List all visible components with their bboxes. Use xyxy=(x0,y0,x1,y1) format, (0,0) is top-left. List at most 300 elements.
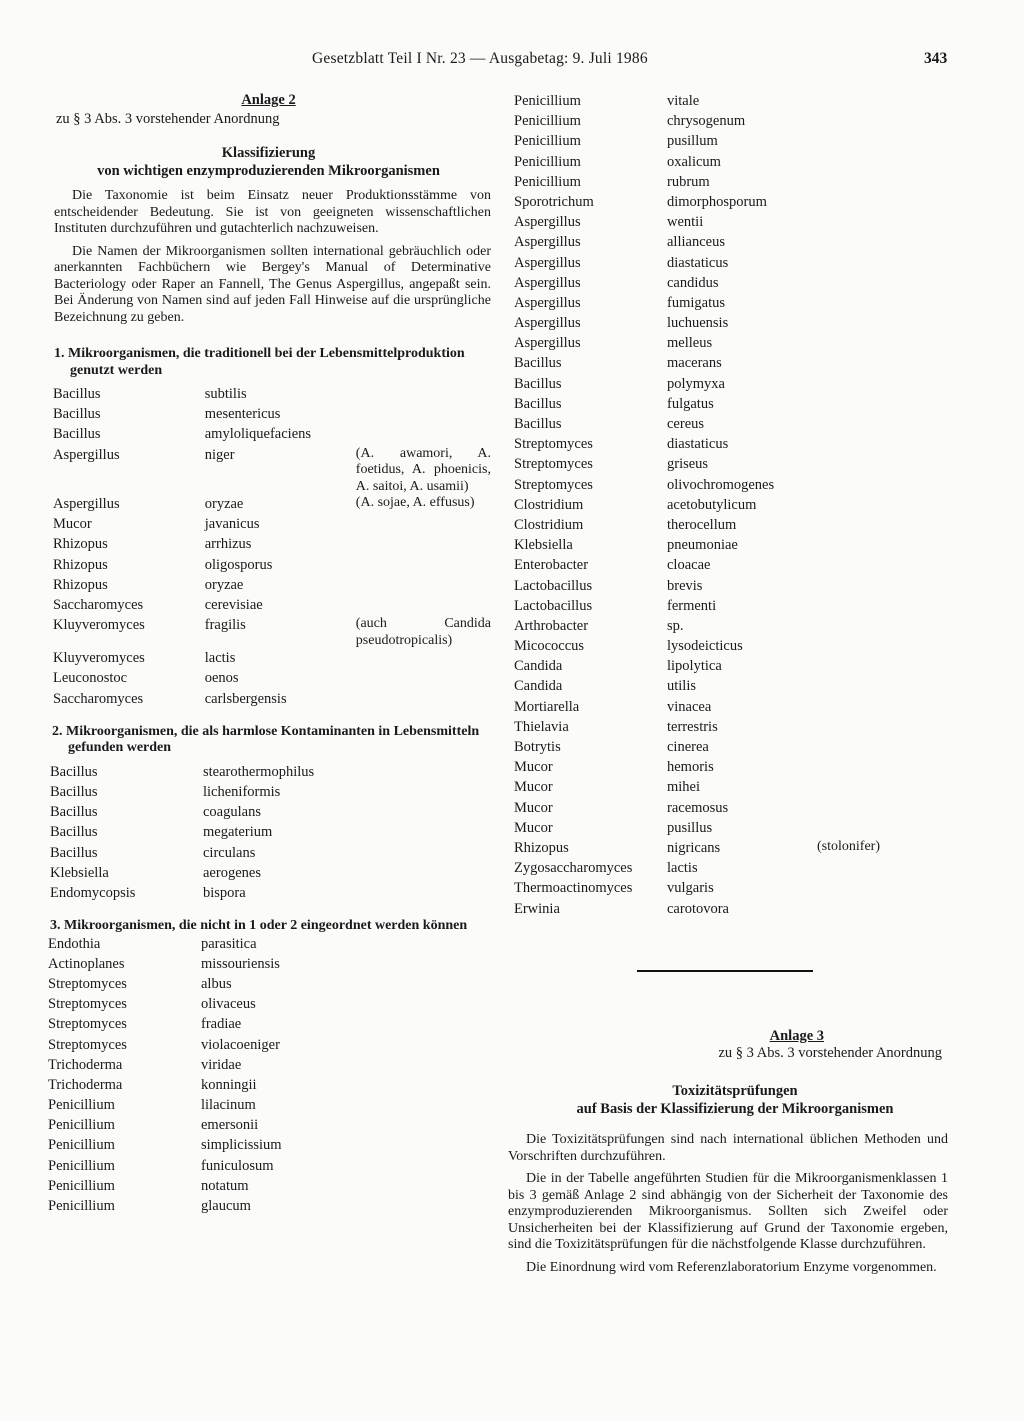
anlage3-paragraph-2: Die in der Tabelle angeführten Studien für die Mikroorganismenklassen 1 bis 3 gemäß Anlage 2 sind abhängig von der Sicherheit der Taxonomie des enzymproduzierenden Mikroorganismus. Sollten sich Zweifel oder Unsicherheiten bei der Klassifizierung auf Grund der Taxonomie ergeben, sind die Toxizitätsprüfungen für die nächstfolgende Klasse durchzuführen. xyxy=(508,1171,948,1252)
genus-cell: Bacillus xyxy=(53,386,101,402)
list2-heading: 2. Mikroorganismen, die als harmlose Kontaminanten in Lebensmitteln gefunden werden xyxy=(52,723,480,756)
list3-table-left xyxy=(48,935,353,1218)
genus-cell: Endomycopsis xyxy=(50,884,136,901)
synonym-note xyxy=(817,597,917,617)
organism-row xyxy=(53,405,491,425)
synonym-note xyxy=(817,213,917,233)
genus-cell: Bacillus xyxy=(53,426,101,443)
organism-row xyxy=(514,254,917,274)
organism-row xyxy=(514,597,917,617)
genus-cell: Penicillium xyxy=(48,1117,115,1134)
organism-row xyxy=(48,975,353,995)
species-cell: vinacea xyxy=(667,698,712,715)
genus-cell: Mucor xyxy=(514,759,553,776)
organism-row xyxy=(48,1116,353,1136)
organism-row xyxy=(53,425,491,445)
organism-row xyxy=(53,669,491,689)
species-cell: konningii xyxy=(201,1076,257,1093)
genus-cell: Streptomyces xyxy=(48,1036,127,1053)
species-cell: arrhizus xyxy=(204,536,252,553)
organism-row xyxy=(514,879,917,899)
organism-row xyxy=(514,556,917,576)
species-cell: macerans xyxy=(667,355,722,372)
species-cell: oryzae xyxy=(204,576,244,593)
genus-cell: Bacillus xyxy=(50,763,98,780)
genus-cell: Rhizopus xyxy=(53,536,108,553)
organism-row xyxy=(514,839,917,859)
species-cell: amyloliquefaciens xyxy=(204,426,312,443)
genus-cell: Arthrobacter xyxy=(514,617,589,634)
right-column xyxy=(508,92,948,920)
organism-row xyxy=(53,495,491,515)
genus-cell: Bacillus xyxy=(50,824,98,841)
species-cell: cereus xyxy=(667,416,705,432)
organism-row xyxy=(48,1096,353,1116)
synonym-note xyxy=(817,294,917,314)
genus-cell: Mortiarella xyxy=(514,698,580,715)
species-cell: fragilis xyxy=(204,617,246,634)
organism-row xyxy=(48,935,353,955)
genus-cell: Streptomyces xyxy=(48,1016,127,1033)
organism-row xyxy=(514,677,917,697)
species-cell: sp. xyxy=(667,617,684,634)
synonym-note xyxy=(817,698,917,718)
genus-cell: Botrytis xyxy=(514,739,561,755)
organism-row xyxy=(514,395,917,415)
organism-row xyxy=(50,823,355,843)
genus-cell: Streptomyces xyxy=(514,436,593,453)
synonym-note xyxy=(817,274,917,294)
organism-row xyxy=(48,995,353,1015)
genus-cell: Streptomyces xyxy=(48,996,127,1013)
genus-cell: Rhizopus xyxy=(514,839,569,856)
species-cell: rubrum xyxy=(667,173,710,190)
genus-cell: Thermoactinomyces xyxy=(514,880,633,897)
anlage3-subtitle: zu § 3 Abs. 3 vorstehender Anordnung xyxy=(718,1045,942,1061)
species-cell: fulgatus xyxy=(667,395,714,412)
synonym-note xyxy=(356,649,491,669)
genus-cell: Bacillus xyxy=(50,804,98,821)
genus-cell: Penicillium xyxy=(514,173,581,190)
species-cell: coagulans xyxy=(203,804,261,821)
genus-cell: Saccharomyces xyxy=(53,690,144,707)
species-cell: lipolytica xyxy=(667,658,722,675)
synonym-note xyxy=(817,819,917,839)
organism-row xyxy=(514,92,917,112)
species-cell: fradiae xyxy=(201,1016,242,1033)
genus-cell: Mucor xyxy=(514,779,553,796)
organism-row xyxy=(48,1197,353,1217)
organism-row xyxy=(514,132,917,152)
organism-row xyxy=(514,657,917,677)
page-number: 343 xyxy=(924,50,948,67)
genus-cell: Aspergillus xyxy=(514,315,581,332)
organism-row xyxy=(53,535,491,555)
organism-row xyxy=(53,690,491,710)
organism-row xyxy=(48,1177,353,1197)
genus-cell: Bacillus xyxy=(50,783,98,800)
anlage3-section xyxy=(508,1028,948,1282)
synonym-note xyxy=(356,596,491,616)
organism-row xyxy=(50,864,355,884)
species-cell: brevis xyxy=(667,577,703,594)
genus-cell: Bacillus xyxy=(514,375,562,392)
organism-row xyxy=(514,859,917,879)
organism-row xyxy=(514,900,917,920)
genus-cell: Bacillus xyxy=(514,395,562,412)
species-cell: subtilis xyxy=(204,386,247,402)
organism-row xyxy=(53,576,491,596)
synonym-note xyxy=(817,354,917,374)
organism-row xyxy=(514,758,917,778)
genus-cell: Lactobacillus xyxy=(514,577,593,594)
species-cell: lactis xyxy=(204,650,236,667)
anlage3-paragraph-1: Die Toxizitätsprüfungen sind nach international üblichen Methoden und Vorschriften durchzuführen. xyxy=(508,1132,948,1164)
synonym-note xyxy=(817,617,917,637)
genus-cell: Candida xyxy=(514,678,563,695)
left-column xyxy=(46,92,491,1217)
genus-cell: Penicillium xyxy=(514,153,581,170)
synonym-note xyxy=(817,677,917,697)
synonym-note xyxy=(356,515,491,535)
synonym-note xyxy=(817,476,917,496)
organism-row xyxy=(514,213,917,233)
synonym-note xyxy=(817,516,917,536)
species-cell: diastaticus xyxy=(667,254,729,271)
genus-cell: Candida xyxy=(514,658,563,675)
genus-cell: Erwinia xyxy=(514,900,560,917)
organism-row xyxy=(48,1036,353,1056)
genus-cell: Aspergillus xyxy=(514,335,581,352)
species-cell: terrestris xyxy=(667,718,718,735)
organism-row xyxy=(514,233,917,253)
organism-row xyxy=(514,294,917,314)
synonym-note xyxy=(817,900,917,920)
synonym-note xyxy=(356,576,491,596)
species-cell: missouriensis xyxy=(201,955,280,972)
species-cell: fermenti xyxy=(667,597,717,614)
genus-cell: Penicillium xyxy=(514,93,581,109)
organism-row xyxy=(48,1157,353,1177)
synonym-note xyxy=(356,405,491,425)
list1-table xyxy=(53,385,491,710)
genus-cell: Leuconostoc xyxy=(53,670,128,687)
genus-cell: Clostridium xyxy=(514,496,584,513)
species-cell: licheniformis xyxy=(203,783,281,800)
organism-row xyxy=(53,385,491,405)
synonym-note xyxy=(817,254,917,274)
species-cell: olivochromogenes xyxy=(667,476,775,493)
synonym-note xyxy=(817,375,917,395)
species-cell: notatum xyxy=(201,1177,249,1194)
organism-row xyxy=(53,515,491,535)
synonym-note: (A. sojae, A. effusus) xyxy=(355,495,475,511)
synonym-note xyxy=(356,669,491,689)
synonym-note xyxy=(817,415,917,435)
genus-cell: Aspergillus xyxy=(53,496,120,513)
species-cell: cerevisiae xyxy=(204,597,263,613)
organism-row xyxy=(514,435,917,455)
genus-cell: Klebsiella xyxy=(50,864,109,881)
synonym-note xyxy=(817,314,917,334)
genus-cell: Trichoderma xyxy=(48,1056,123,1073)
list2-table xyxy=(50,763,355,904)
organism-row xyxy=(53,556,491,576)
organism-row xyxy=(514,496,917,516)
species-cell: emersonii xyxy=(201,1117,259,1134)
organism-row xyxy=(514,476,917,496)
genus-cell: Aspergillus xyxy=(514,234,581,251)
genus-cell: Bacillus xyxy=(53,406,101,423)
organism-row xyxy=(514,274,917,294)
genus-cell: Bacillus xyxy=(514,416,562,432)
species-cell: oligosporus xyxy=(204,556,273,573)
species-cell: utilis xyxy=(667,678,697,695)
species-cell: bispora xyxy=(203,884,246,901)
species-cell: mesentericus xyxy=(204,406,281,423)
organism-row xyxy=(53,596,491,616)
organism-row xyxy=(48,1076,353,1096)
organism-row xyxy=(514,173,917,193)
species-cell: carlsbergensis xyxy=(204,690,287,707)
species-cell: wentii xyxy=(667,214,704,231)
organism-row xyxy=(514,799,917,819)
genus-cell: Penicillium xyxy=(514,113,581,130)
anlage2-heading-line1: Klassifizierung xyxy=(221,145,316,161)
species-cell: stearothermophilus xyxy=(203,763,315,780)
species-cell: oxalicum xyxy=(667,153,721,170)
synonym-note xyxy=(817,334,917,354)
genus-cell: Mucor xyxy=(514,799,553,816)
organism-row xyxy=(50,763,355,783)
genus-cell: Enterobacter xyxy=(514,557,589,574)
species-cell: lactis xyxy=(667,860,698,877)
synonym-note xyxy=(356,535,491,555)
genus-cell: Penicillium xyxy=(48,1157,115,1174)
species-cell: megaterium xyxy=(203,824,273,841)
anlage2-paragraph-1: Die Taxonomie ist beim Einsatz neuer Produktionsstämme von entscheidender Bedeutung. Sie ist von geeigneten wissenschaftlichen Instituten durchzuführen und gutachterlich nachzuweisen. xyxy=(54,188,491,236)
organism-row xyxy=(514,637,917,657)
organism-row xyxy=(514,718,917,738)
organism-row xyxy=(514,112,917,132)
genus-cell: Endothia xyxy=(48,935,101,952)
genus-cell: Rhizopus xyxy=(53,576,108,593)
species-cell: olivaceus xyxy=(201,996,256,1013)
organism-row xyxy=(514,153,917,173)
list3-heading: 3. Mikroorganismen, die nicht in 1 oder 2 eingeordnet werden können xyxy=(50,918,468,934)
synonym-note xyxy=(817,455,917,475)
synonym-note xyxy=(817,233,917,253)
gazette-title: Gesetzblatt Teil I Nr. 23 — Ausgabetag: 9. Juli 1986 xyxy=(312,50,648,67)
species-cell: therocellum xyxy=(667,516,737,533)
organism-row xyxy=(50,844,355,864)
species-cell: viridae xyxy=(201,1056,242,1073)
genus-cell: Aspergillus xyxy=(514,254,581,271)
species-cell: javanicus xyxy=(204,516,260,533)
organism-row xyxy=(50,803,355,823)
species-cell: griseus xyxy=(667,456,709,473)
species-cell: pusillus xyxy=(667,819,713,836)
species-cell: aerogenes xyxy=(203,864,261,881)
species-cell: parasitica xyxy=(201,935,257,952)
species-cell: cinerea xyxy=(667,739,709,755)
genus-cell: Aspergillus xyxy=(514,294,581,311)
organism-row xyxy=(514,617,917,637)
species-cell: pusillum xyxy=(667,133,718,150)
organism-row xyxy=(514,536,917,556)
organism-row xyxy=(514,455,917,475)
genus-cell: Thielavia xyxy=(514,718,569,735)
genus-cell: Sporotrichum xyxy=(514,193,594,210)
organism-row xyxy=(50,783,355,803)
genus-cell: Zygosaccharomyces xyxy=(514,860,633,877)
organism-row xyxy=(50,884,355,904)
genus-cell: Klebsiella xyxy=(514,537,573,554)
genus-cell: Micococcus xyxy=(514,638,585,655)
genus-cell: Aspergillus xyxy=(514,274,581,291)
genus-cell: Aspergillus xyxy=(514,214,581,231)
organism-row xyxy=(53,616,491,649)
species-cell: fumigatus xyxy=(667,294,725,311)
species-cell: vitale xyxy=(667,93,700,109)
species-cell: pneumoniae xyxy=(667,537,738,554)
synonym-note xyxy=(817,112,917,132)
species-cell: glaucum xyxy=(201,1198,251,1214)
synonym-note xyxy=(817,657,917,677)
genus-cell: Bacillus xyxy=(50,844,98,861)
species-cell: oenos xyxy=(204,670,239,687)
synonym-note xyxy=(817,496,917,516)
synonym-note xyxy=(817,778,917,798)
species-cell: nigricans xyxy=(667,839,721,856)
genus-cell: Kluyveromyces xyxy=(53,617,145,634)
species-cell: funiculosum xyxy=(201,1157,274,1174)
synonym-note xyxy=(817,758,917,778)
synonym-note xyxy=(817,173,917,193)
species-cell: simplicissium xyxy=(201,1137,282,1154)
organism-row xyxy=(514,516,917,536)
species-cell: racemosus xyxy=(667,799,729,816)
organism-row xyxy=(514,375,917,395)
species-cell: luchuensis xyxy=(667,315,729,332)
species-cell: circulans xyxy=(203,844,256,861)
synonym-note xyxy=(817,718,917,738)
synonym-note xyxy=(817,395,917,415)
organism-row xyxy=(514,778,917,798)
organism-row xyxy=(48,955,353,975)
synonym-note xyxy=(817,92,917,112)
genus-cell: Streptomyces xyxy=(514,456,593,473)
species-cell: lilacinum xyxy=(201,1097,256,1114)
synonym-note xyxy=(817,879,917,899)
species-cell: dimorphosporum xyxy=(667,193,767,210)
synonym-note xyxy=(356,425,491,445)
species-cell: niger xyxy=(204,446,235,463)
species-cell: vulgaris xyxy=(667,880,714,897)
genus-cell: Mucor xyxy=(514,819,553,836)
species-cell: chrysogenum xyxy=(667,113,746,130)
species-cell: hemoris xyxy=(667,759,714,776)
synonym-note xyxy=(817,577,917,597)
synonym-note: (stolonifer) xyxy=(817,838,880,854)
synonym-note xyxy=(817,153,917,173)
synonym-note xyxy=(817,536,917,556)
species-cell: diastaticus xyxy=(667,436,729,453)
species-cell: acetobutylicum xyxy=(667,496,757,513)
organism-row xyxy=(514,334,917,354)
organism-row xyxy=(514,819,917,839)
synonym-note xyxy=(356,385,491,405)
anlage2-heading-line2: von wichtigen enzymproduzierenden Mikroorganismen xyxy=(97,163,440,179)
organism-row xyxy=(514,354,917,374)
genus-cell: Rhizopus xyxy=(53,556,108,573)
species-cell: carotovora xyxy=(667,900,729,917)
species-cell: oryzae xyxy=(204,496,244,513)
species-cell: polymyxa xyxy=(667,375,725,392)
organism-row xyxy=(53,446,491,496)
genus-cell: Kluyveromyces xyxy=(53,650,145,667)
species-cell: mihei xyxy=(667,779,701,796)
genus-cell: Streptomyces xyxy=(48,975,127,992)
species-cell: melleus xyxy=(667,335,713,352)
synonym-note xyxy=(817,556,917,576)
section-divider xyxy=(637,970,813,972)
anlage2-subtitle: zu § 3 Abs. 3 vorstehender Anordnung xyxy=(56,111,280,127)
genus-cell: Trichoderma xyxy=(48,1076,123,1093)
synonym-note xyxy=(817,132,917,152)
genus-cell: Bacillus xyxy=(514,355,562,372)
anlage3-heading-line1: Toxizitätsprüfungen xyxy=(672,1083,798,1099)
synonym-note xyxy=(817,637,917,657)
organism-row xyxy=(48,1015,353,1035)
organism-row xyxy=(48,1136,353,1156)
organism-row xyxy=(53,649,491,669)
anlage3-title: Anlage 3 xyxy=(769,1028,824,1044)
synonym-note: (A. awamori, A. foetidus, A. phoenicis, A. saitoi, A. usamii) xyxy=(355,445,491,494)
genus-cell: Penicillium xyxy=(48,1097,115,1114)
synonym-note xyxy=(817,193,917,213)
genus-cell: Actinoplanes xyxy=(48,955,125,972)
genus-cell: Penicillium xyxy=(48,1198,115,1214)
list3-table-right xyxy=(514,92,917,920)
anlage2-title: Anlage 2 xyxy=(241,92,296,108)
anlage3-paragraph-3: Die Einordnung wird vom Referenzlaboratorium Enzyme vorgenommen. xyxy=(526,1259,937,1275)
synonym-note xyxy=(356,556,491,576)
genus-cell: Saccharomyces xyxy=(53,597,144,613)
genus-cell: Penicillium xyxy=(48,1137,115,1154)
synonym-note xyxy=(817,799,917,819)
genus-cell: Clostridium xyxy=(514,516,584,533)
species-cell: violacoeniger xyxy=(201,1036,280,1053)
organism-row xyxy=(514,698,917,718)
genus-cell: Penicillium xyxy=(514,133,581,150)
synonym-note xyxy=(817,859,917,879)
genus-cell: Streptomyces xyxy=(514,476,593,493)
synonym-note: (auch Candida pseudotropicalis) xyxy=(355,616,491,648)
organism-row xyxy=(514,577,917,597)
synonym-note xyxy=(356,690,491,710)
organism-row xyxy=(514,314,917,334)
organism-row xyxy=(48,1056,353,1076)
organism-row xyxy=(514,738,917,758)
genus-cell: Mucor xyxy=(53,516,92,533)
organism-row xyxy=(514,193,917,213)
species-cell: cloacae xyxy=(667,557,711,574)
organism-row xyxy=(514,415,917,435)
anlage3-heading-line2: auf Basis der Klassifizierung der Mikroorganismen xyxy=(576,1101,894,1117)
species-cell: lysodeicticus xyxy=(667,638,743,655)
species-cell: candidus xyxy=(667,274,719,291)
